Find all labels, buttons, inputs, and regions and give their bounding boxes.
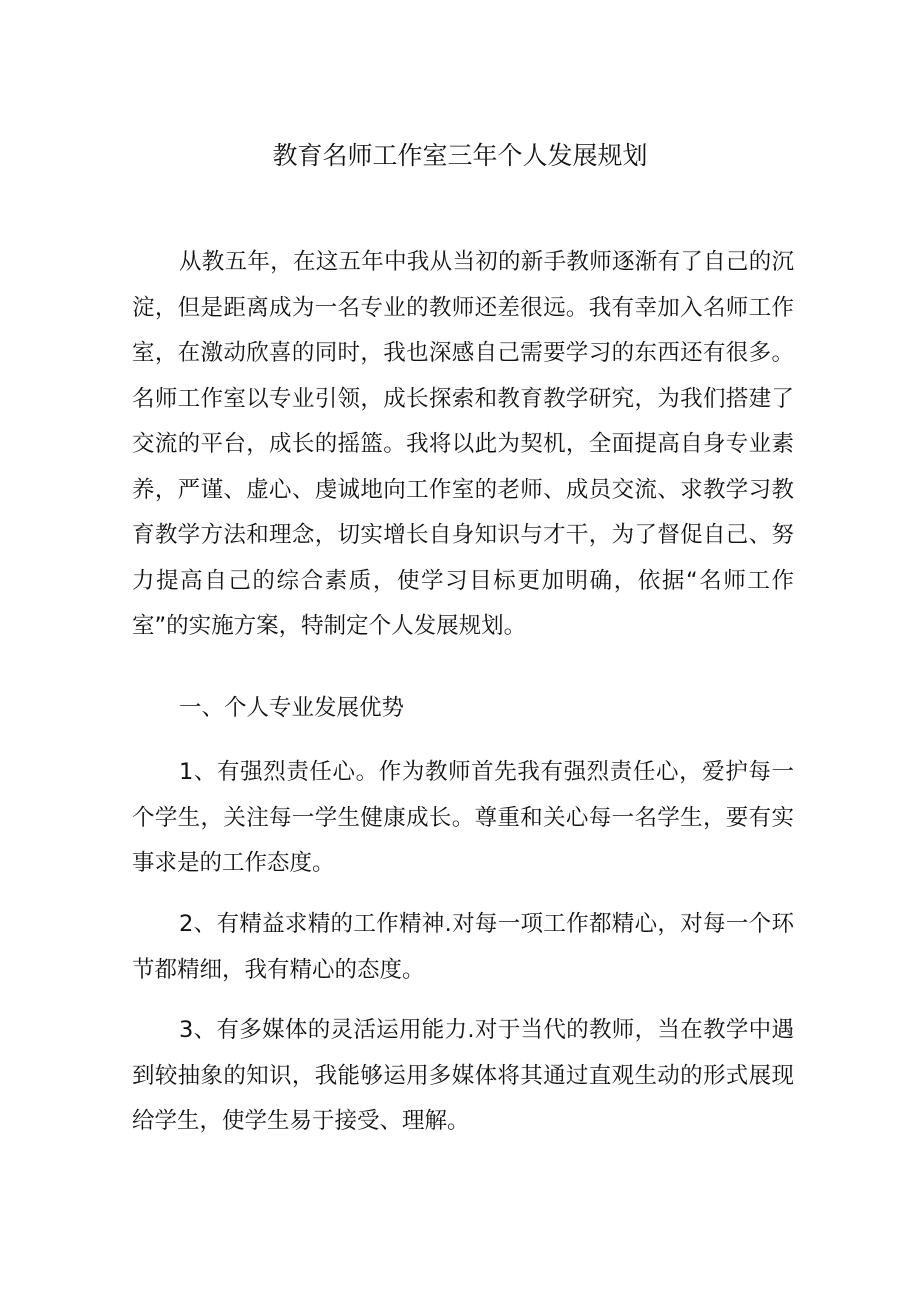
document-title: 教育名师工作室三年个人发展规划 [272, 141, 648, 170]
section-heading-strengths: 一、个人专业发展优势 [179, 695, 405, 721]
list-item-multimedia: 3、有多媒体的灵活运用能力.对于当代的教师，当在教学中遇到较抽象的知识，我能够运用多媒体将其通过直观生动的形式展现给学生，使学生易于接受、理解。 [132, 1017, 794, 1134]
list-item-responsibility: 1、有强烈责任心。作为教师首先我有强烈责任心，爱护每一个学生，关注每一学生健康成长。尊重和关心每一名学生，要有实事求是的工作态度。 [132, 759, 794, 876]
intro-paragraph: 从教五年，在这五年中我从当初的新手教师逐渐有了自己的沉淀，但是距离成为一名专业的教师还差很远。我有幸加入名师工作室，在激动欣喜的同时，我也深感自己需要学习的东西还有很多。名师工作室以专业引领，成长探索和教育教学研究，为我们搭建了交流的平台，成长的摇篮。我将以此为契机，全面提高自身专业素养，严谨、虚心、虔诚地向工作室的老师、成员交流、求教学习教育教学方法和理念，切实增长自身知识与才干，为了督促自己、努力提高自己的综合素质，使学习目标更加明确，依据“名师工作室”的实施方案，特制定个人发展规划。 [132, 249, 794, 639]
list-item-work-spirit: 2、有精益求精的工作精神.对每一项工作都精心，对每一个环节都精细，我有精心的态度。 [132, 911, 794, 983]
